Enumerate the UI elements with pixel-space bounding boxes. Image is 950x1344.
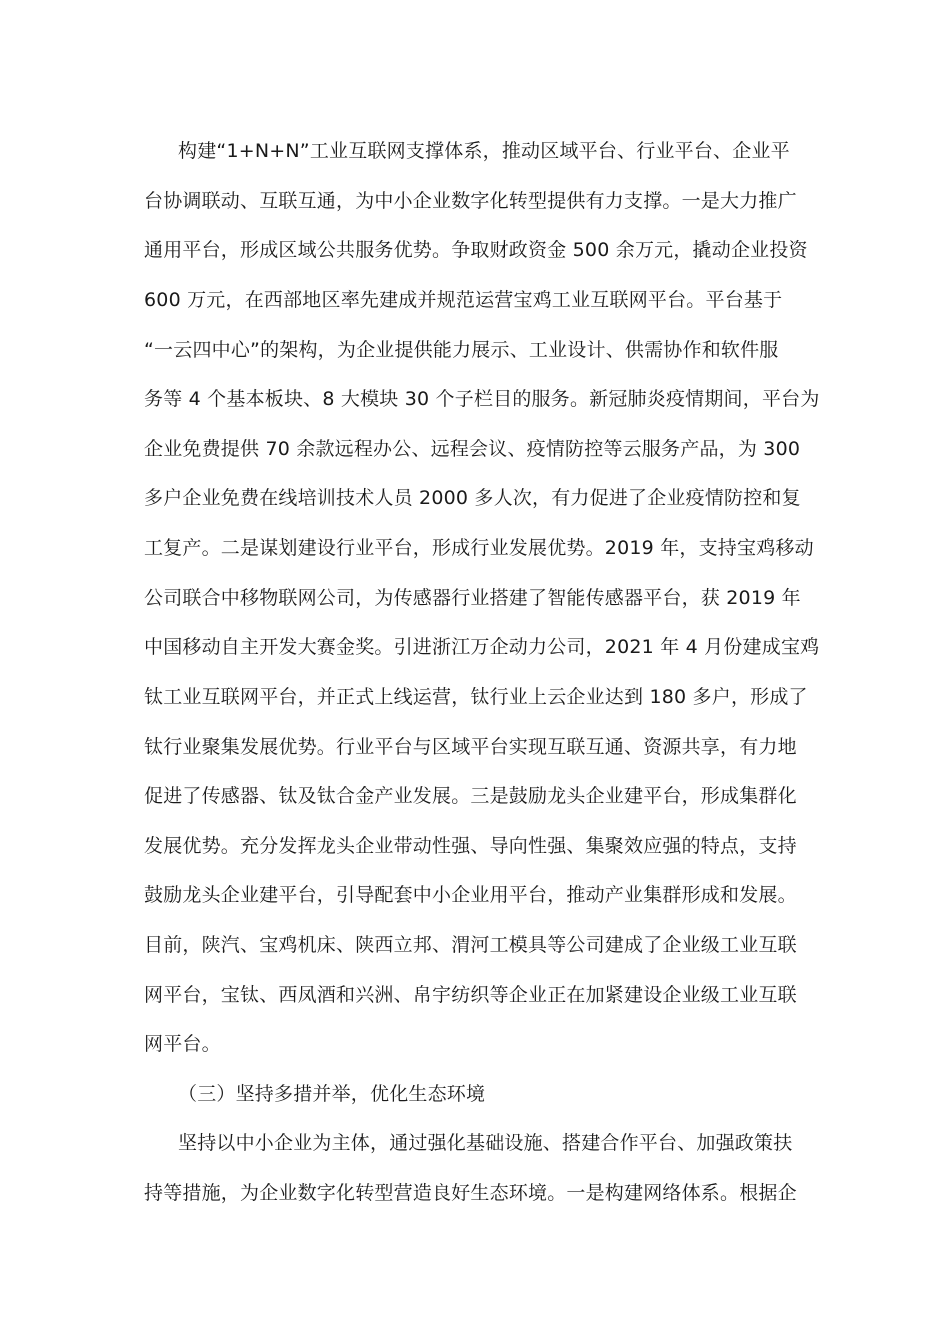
paragraph-1-line-4: 600 万元，在西部地区率先建成并规范运营宝鸡工业互联网平台。平台基于: [144, 289, 783, 311]
paragraph-1-line-14: 促进了传感器、钛及钛合金产业发展。三是鼓励龙头企业建平台，形成集群化: [144, 785, 797, 807]
paragraph-1-line-9: 工复产。二是谋划建设行业平台，形成行业发展优势。2019 年，支持宝鸡移动: [144, 537, 814, 559]
paragraph-2-line-1: 坚持以中小企业为主体，通过强化基础设施、搭建合作平台、加强政策扶: [178, 1132, 793, 1154]
paragraph-1-line-17: 目前，陕汽、宝鸡机床、陕西立邦、渭河工模具等公司建成了企业级工业互联: [144, 934, 797, 956]
paragraph-1-line-13: 钛行业聚集发展优势。行业平台与区域平台实现互联互通、资源共享，有力地: [144, 736, 797, 758]
paragraph-1-line-19: 网平台。: [144, 1033, 221, 1055]
paragraph-2-line-2: 持等措施，为企业数字化转型营造良好生态环境。一是构建网络体系。根据企: [144, 1182, 797, 1204]
paragraph-1-line-1: 构建“1+N+N”工业互联网支撑体系，推动区域平台、行业平台、企业平: [178, 140, 790, 162]
paragraph-1-line-11: 中国移动自主开发大赛金奖。引进浙江万企动力公司，2021 年 4 月份建成宝鸡: [144, 636, 820, 658]
paragraph-1-line-18: 网平台，宝钛、西凤酒和兴洲、帛宇纺织等企业正在加紧建设企业级工业互联: [144, 984, 797, 1006]
paragraph-1-line-10: 公司联合中移物联网公司，为传感器行业搭建了智能传感器平台，获 2019 年: [144, 587, 801, 609]
paragraph-1-line-16: 鼓励龙头企业建平台，引导配套中小企业用平台，推动产业集群形成和发展。: [144, 884, 797, 906]
paragraph-1-line-3: 通用平台，形成区域公共服务优势。争取财政资金 500 余万元，撬动企业投资: [144, 239, 808, 261]
paragraph-1-line-12: 钛工业互联网平台，并正式上线运营，钛行业上云企业达到 180 多户，形成了: [144, 686, 808, 708]
paragraph-1-line-15: 发展优势。充分发挥龙头企业带动性强、导向性强、集聚效应强的特点，支持: [144, 835, 797, 857]
paragraph-1-line-7: 企业免费提供 70 余款远程办公、远程会议、疫情防控等云服务产品，为 300: [144, 438, 801, 460]
section-heading: （三）坚持多措并举，优化生态环境: [178, 1083, 486, 1105]
paragraph-1-line-6: 务等 4 个基本板块、8 大模块 30 个子栏目的服务。新冠肺炎疫情期间，平台为: [144, 388, 820, 410]
paragraph-1-line-8: 多户企业免费在线培训技术人员 2000 多人次，有力促进了企业疫情防控和复: [144, 487, 801, 509]
paragraph-1-line-2: 台协调联动、互联互通，为中小企业数字化转型提供有力支撑。一是大力推广: [144, 190, 797, 212]
paragraph-1-line-5: “一云四中心”的架构，为企业提供能力展示、工业设计、供需协作和软件服: [144, 339, 779, 361]
